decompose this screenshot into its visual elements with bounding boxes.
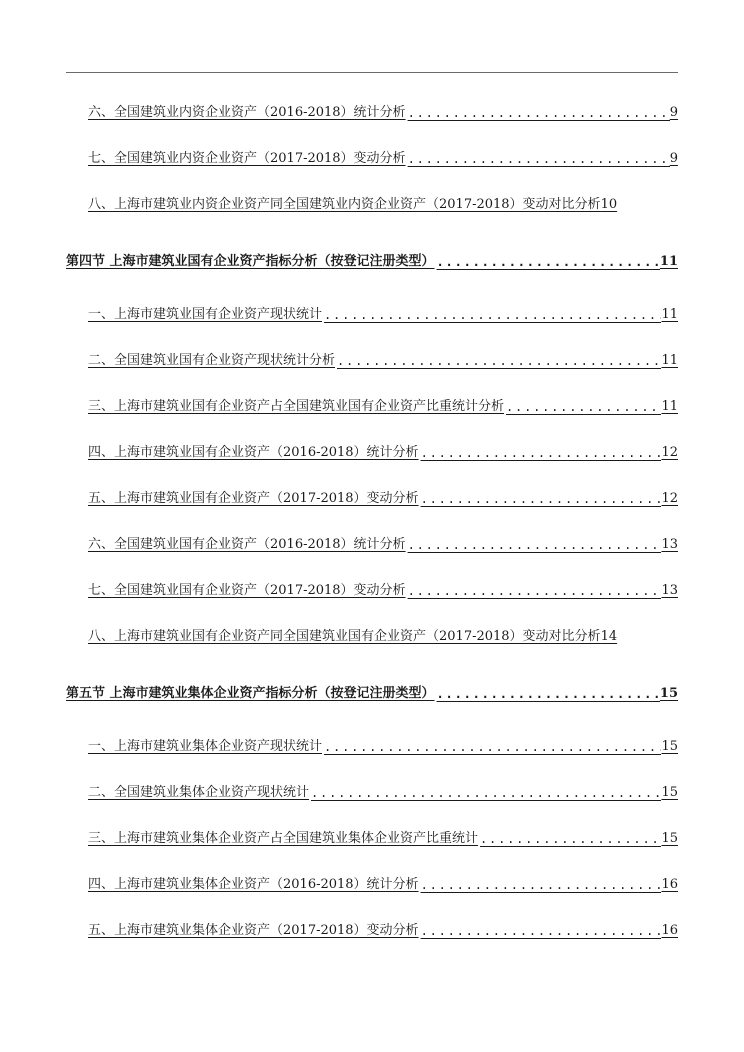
toc-page-number: 16 xyxy=(661,923,678,938)
toc-dot-leader xyxy=(406,536,662,554)
toc-entry[interactable] xyxy=(88,392,678,416)
toc-entry-title: 第四节 上海市建筑业国有企业资产指标分析（按登记注册类型） xyxy=(66,254,435,269)
toc-entry[interactable] xyxy=(88,824,678,848)
toc-page-number: 12 xyxy=(661,491,678,506)
toc-entry-title: 七、全国建筑业内资企业资产（2017-2018）变动分析 xyxy=(88,151,406,166)
toc-entry-title: 一、上海市建筑业集体企业资产现状统计 xyxy=(88,739,323,754)
toc-entry[interactable] xyxy=(88,916,678,940)
toc-entry[interactable] xyxy=(88,870,678,894)
toc-page-number: 13 xyxy=(661,583,678,598)
toc-dot-leader xyxy=(504,398,661,416)
toc-entry-title: 三、上海市建筑业国有企业资产占全国建筑业国有企业资产比重统计分析 xyxy=(88,399,505,414)
toc-entry[interactable] xyxy=(88,576,678,600)
toc-entry-title: 二、全国建筑业国有企业资产现状统计分析 xyxy=(88,353,336,368)
toc-dot-leader xyxy=(406,150,670,168)
toc-dot-leader xyxy=(435,253,660,271)
toc-page-number: 9 xyxy=(669,151,678,166)
toc-section-entry[interactable] xyxy=(66,679,678,703)
toc-dot-leader xyxy=(309,784,661,802)
toc-entry[interactable] xyxy=(88,190,678,214)
toc-dot-leader xyxy=(419,922,662,940)
toc-page-number: 9 xyxy=(669,105,678,120)
toc-dot-leader xyxy=(419,490,662,508)
toc-entry[interactable] xyxy=(88,778,678,802)
toc-entry[interactable] xyxy=(88,98,678,122)
toc-page-number: 11 xyxy=(661,307,678,322)
toc-entry[interactable] xyxy=(88,438,678,462)
toc-page-number: 15 xyxy=(661,785,678,800)
toc-page-number: 15 xyxy=(661,739,678,754)
toc-entry[interactable] xyxy=(88,622,678,646)
toc-entry-title: 七、全国建筑业国有企业资产（2017-2018）变动分析 xyxy=(88,583,406,598)
toc-page-number: 16 xyxy=(661,877,678,892)
toc-entry-title: 四、上海市建筑业集体企业资产（2016-2018）统计分析 xyxy=(88,877,419,892)
toc-entry-title: 六、全国建筑业国有企业资产（2016-2018）统计分析 xyxy=(88,537,406,552)
toc-entry-title: 四、上海市建筑业国有企业资产（2016-2018）统计分析 xyxy=(88,445,419,460)
toc-entry-title: 八、上海市建筑业内资企业资产同全国建筑业内资企业资产（2017-2018）变动对比分析 xyxy=(88,197,601,212)
toc-page-number: 15 xyxy=(659,686,678,701)
toc-page-number: 15 xyxy=(661,831,678,846)
toc-dot-leader xyxy=(322,306,661,324)
toc-dot-leader xyxy=(419,444,662,462)
toc-dot-leader xyxy=(406,104,670,122)
toc-page-number: 10 xyxy=(600,197,618,212)
toc-entry[interactable] xyxy=(88,484,678,508)
toc-entry[interactable] xyxy=(88,530,678,554)
toc-dot-leader xyxy=(478,830,661,848)
toc-page-number: 11 xyxy=(661,399,678,414)
toc-entry-title: 第五节 上海市建筑业集体企业资产指标分析（按登记注册类型） xyxy=(66,686,435,701)
toc-entry-title: 五、上海市建筑业集体企业资产（2017-2018）变动分析 xyxy=(88,923,419,938)
toc-entry-title: 八、上海市建筑业国有企业资产同全国建筑业国有企业资产（2017-2018）变动对比分析 xyxy=(88,629,601,644)
toc-entry-title: 六、全国建筑业内资企业资产（2016-2018）统计分析 xyxy=(88,105,406,120)
toc-entry[interactable] xyxy=(88,346,678,370)
toc-page-number: 11 xyxy=(659,254,678,269)
toc-section-entry[interactable] xyxy=(66,247,678,271)
toc-entry-title: 一、上海市建筑业国有企业资产现状统计 xyxy=(88,307,323,322)
toc-entry[interactable] xyxy=(88,300,678,324)
toc-entry[interactable] xyxy=(88,732,678,756)
toc-page-number: 13 xyxy=(661,537,678,552)
toc-dot-leader xyxy=(322,738,661,756)
toc-dot-leader xyxy=(419,876,662,894)
toc-page-number: 11 xyxy=(661,353,678,368)
toc-dot-leader xyxy=(335,352,661,370)
toc-entry-title: 五、上海市建筑业国有企业资产（2017-2018）变动分析 xyxy=(88,491,419,506)
toc-entry-title: 三、上海市建筑业集体企业资产占全国建筑业集体企业资产比重统计 xyxy=(88,831,479,846)
toc-dot-leader xyxy=(406,582,662,600)
toc-page-number: 14 xyxy=(600,629,618,644)
toc-entry[interactable] xyxy=(88,144,678,168)
toc-dot-leader xyxy=(435,685,660,703)
toc-entry-title: 二、全国建筑业集体企业资产现状统计 xyxy=(88,785,310,800)
toc-page-number: 12 xyxy=(661,445,678,460)
